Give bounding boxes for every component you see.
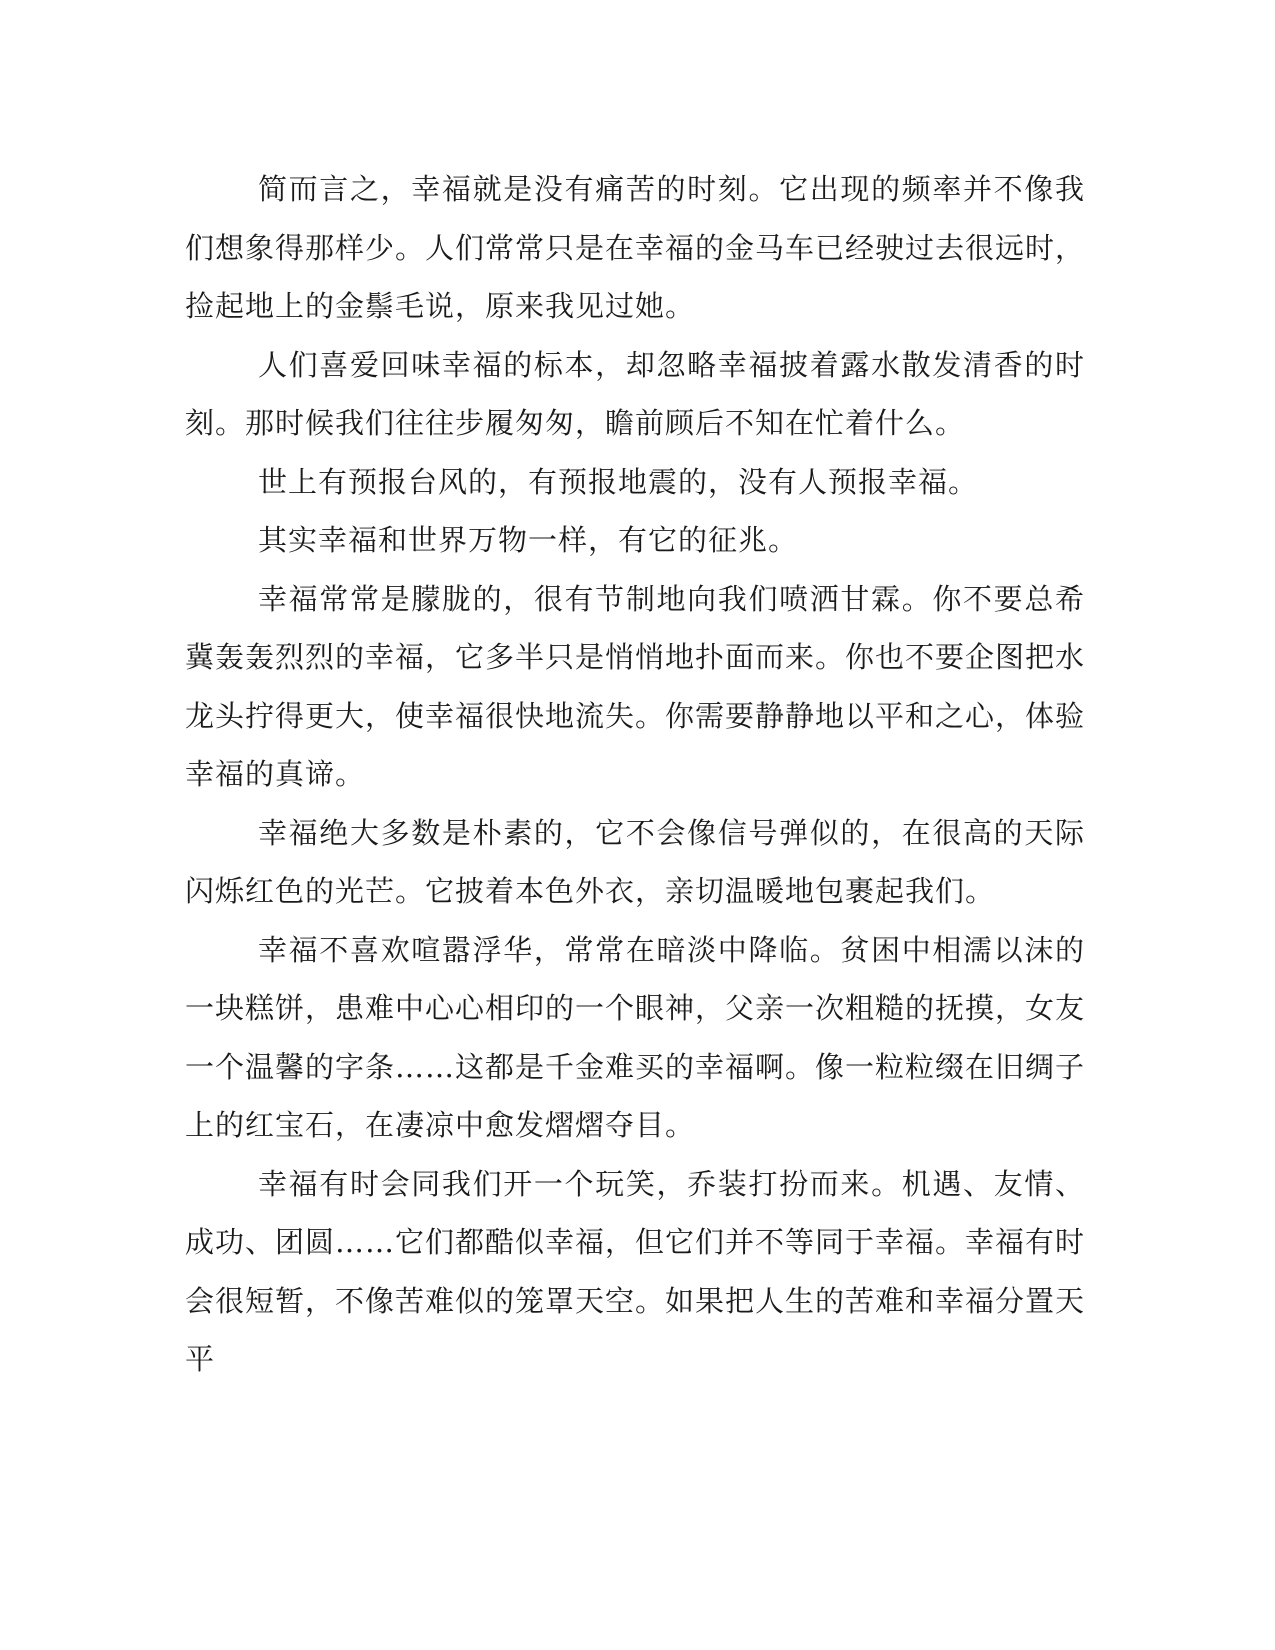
paragraph-6: 幸福绝大多数是朴素的，它不会像信号弹似的，在很高的天际闪烁红色的光芒。它披着本色外衣，亲切温暖地包裹起我们。 (185, 815, 1085, 908)
paragraph-5: 幸福常常是朦胧的，很有节制地向我们喷洒甘霖。你不要总希冀轰轰烈烈的幸福，它多半只是悄悄地扑面而来。你也不要企图把水龙头拧得更大，使幸福很快地流失。你需要静静地以平和之心，体验幸福的真谛。 (185, 581, 1086, 791)
paragraph-8: 幸福有时会同我们开一个玩笑，乔装打扮而来。机遇、友情、成功、团圆……它们都酷似幸福，但它们并不等同于幸福。幸福有时会很短暂，不像苦难似的笼罩天空。如果把人生的苦难和幸福分置天平 (185, 1166, 1086, 1376)
paragraph-2: 人们喜爱回味幸福的标本，却忽略幸福披着露水散发清香的时刻。那时候我们往往步履匆匆，瞻前顾后不知在忙着什么。 (185, 347, 1085, 440)
paragraph-1: 简而言之，幸福就是没有痛苦的时刻。它出现的频率并不像我们想象得那样少。人们常常只是在幸福的金马车已经驶过去很远时，捡起地上的金鬃毛说，原来我见过她。 (185, 172, 1086, 323)
paragraph-4: 其实幸福和世界万物一样，有它的征兆。 (258, 523, 799, 557)
body-text (185, 160, 1085, 1389)
paragraph-3: 世上有预报台风的，有预报地震的，没有人预报幸福。 (258, 464, 979, 499)
paragraph-7: 幸福不喜欢喧嚣浮华，常常在暗淡中降临。贫困中相濡以沫的一块糕饼，患难中心心相印的一个眼神，父亲一次粗糙的抚摸，女友一个温馨的字条……这都是千金难买的幸福啊。像一粒粒缀在旧绸子上的红宝石，在凄凉中愈发熠熠夺目。 (185, 932, 1086, 1142)
